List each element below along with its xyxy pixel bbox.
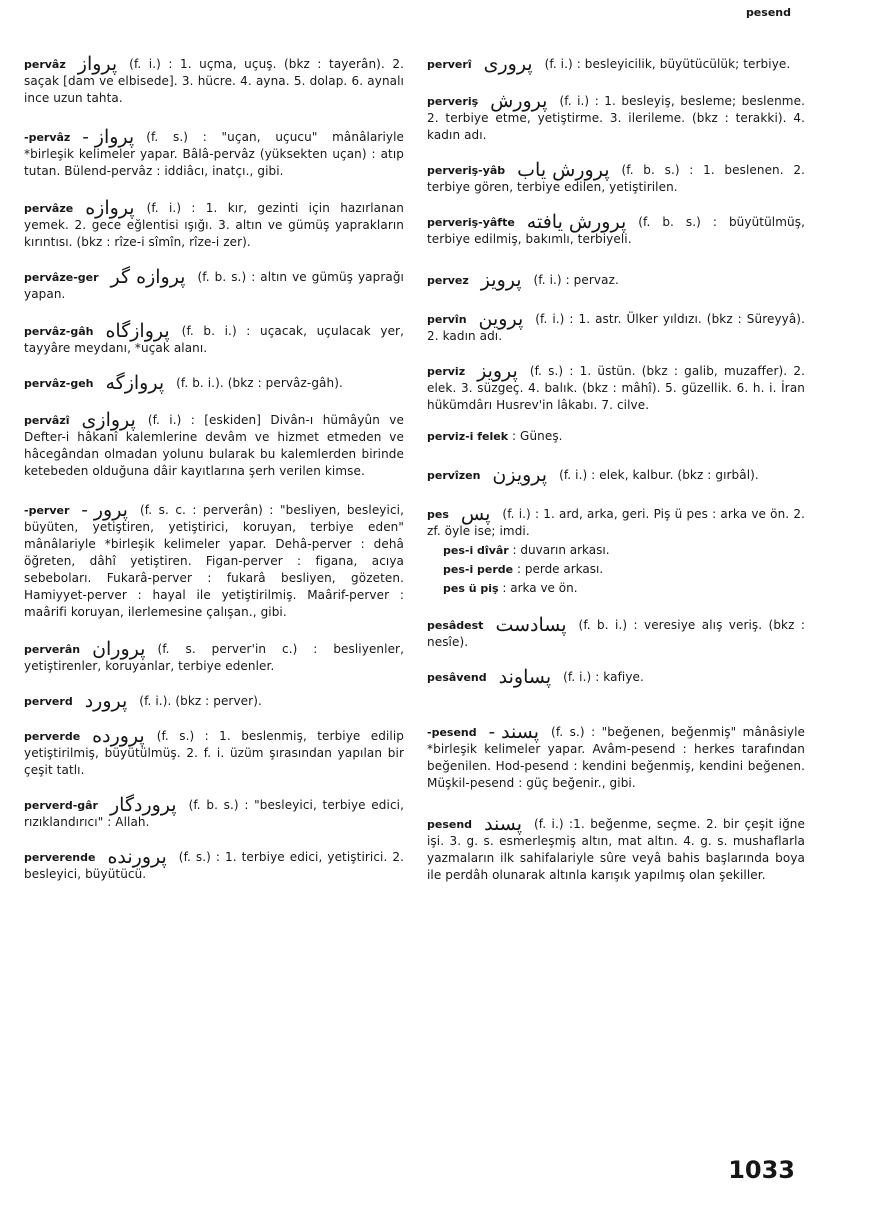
dictionary-entry — [24, 126, 404, 180]
entry-definition: (f. s.) : 1. üstün. (bkz : galib, muzaffer). 2. elek. 3. süzgeç. 4. balık. (bkz : mâhî). 5. güzellik. 6. h. i. İran hükümdârı Husrev'in lâkabı. 7. cilve. — [427, 364, 805, 412]
dictionary-entry — [427, 428, 805, 445]
entry-definition: (f. i.) : besleyicilik, büyütücülük; terbiye. — [544, 57, 791, 71]
entry-headword: -perver — [24, 504, 70, 517]
entry-headword: perveriş — [427, 95, 479, 108]
dictionary-entry — [427, 211, 805, 248]
entry-definition: : Güneş. — [511, 429, 563, 443]
entry-definition: : perde arkası. — [516, 562, 604, 576]
entry-definition: (f. b. s.) : büyütülmüş, terbiye edilmiş, bakımlı, terbiyeli. — [427, 215, 805, 246]
entry-headword: pervâze — [24, 202, 74, 215]
dictionary-entry — [427, 360, 805, 414]
dictionary-entry — [24, 690, 404, 712]
entry-definition: (f. i.). (bkz : perver). — [139, 694, 262, 708]
entry-arabic-script: پساوند — [498, 666, 552, 688]
dictionary-entry — [427, 721, 805, 792]
entry-arabic-script: پرویز — [480, 269, 522, 291]
entry-headword: perverî — [427, 58, 472, 71]
entry-arabic-script: پرورده — [92, 725, 145, 747]
entry-arabic-script: پروازگاه — [105, 320, 170, 342]
entry-definition: (f. i.) : 1. besleyiş, besleme; beslenme. 2. terbiye etme, yetiştirme. 3. ilerileme. (bkz : terakki). 4. kadın adı. — [427, 94, 805, 142]
entry-definition: (f. s.) : "beğenen, beğenmiş" mânâsiyle *birleşik kelimeler yapar. Avâm-pesend : herkes tarafından beğenilen. Hod-pesend : kendini beğenmiş, kendini beğenen. Müşkil-pesend : güç beğenir., gibi. — [427, 725, 805, 790]
entry-arabic-script: پروردگار — [109, 794, 177, 816]
entry-definition: (f. i.) : 1. ard, arka, geri. Piş ü pes : arka ve ön. 2. zf. öyle ise; imdi. — [427, 507, 805, 538]
dictionary-entry — [24, 372, 404, 394]
entry-definition: (f. b. s.) : altın ve gümüş yaprağı yapan. — [24, 270, 404, 301]
entry-headword: perveriş-yâfte — [427, 216, 515, 229]
entry-arabic-script: پروران — [92, 638, 146, 660]
entry-definition: (f. i.) : 1. kır, gezinti için hazırlanan yemek. 2. gece eğlentisi ışığı. 3. altın ve gümüş yaprakların kırıntısı. (bkz : rîze-i sîmîn, rîze-i zer). — [24, 201, 404, 249]
entry-definition: : duvarın arkası. — [512, 543, 610, 557]
sub-entry — [443, 580, 805, 597]
entry-definition: (f. i.) : 1. astr. Ülker yıldızı. (bkz : Süreyyâ). 2. kadın adı. — [427, 312, 805, 343]
entry-headword: -pervâz — [24, 131, 71, 144]
dictionary-entry — [427, 90, 805, 144]
entry-headword: pervez — [427, 274, 469, 287]
entry-arabic-script: پروین — [478, 308, 524, 330]
entry-headword: pes-i perde — [443, 563, 514, 576]
entry-arabic-script: پرورش یافته — [526, 211, 627, 233]
dictionary-entry — [24, 725, 404, 779]
entry-headword: perveriş-yâb — [427, 164, 506, 177]
sub-entry — [443, 542, 805, 559]
dictionary-entry — [427, 503, 805, 540]
entry-definition: (f. i.) :1. beğenme, seçme. 2. bir çeşit iğne işi. 3. g. s. esmerleşmiş altın, mat altın. 4. g. s. mushaflarla yazmaların ilk sahifalariyle sûre veyâ bahis başlarında boya ile perdâh olunarak altınla karışık yapılmış olan şekiller. — [427, 817, 805, 882]
entry-headword: perverd-gâr — [24, 799, 98, 812]
entry-arabic-script: پرواز — [77, 53, 118, 75]
dictionary-entry — [24, 197, 404, 251]
entry-headword: perverd — [24, 695, 73, 708]
entry-arabic-script: پروازی — [81, 409, 136, 431]
entry-definition: (f. i.) : elek, kalbur. (bkz : gırbâl). — [559, 468, 759, 482]
dictionary-entry — [427, 53, 805, 75]
entry-arabic-script: پرورد — [84, 690, 128, 712]
entry-headword: pesend — [427, 818, 473, 831]
entry-headword: pervîn — [427, 313, 467, 326]
dictionary-entry — [427, 308, 805, 345]
entry-headword: pes ü piş — [443, 582, 499, 595]
entry-headword: perverende — [24, 851, 96, 864]
dictionary-entry — [427, 614, 805, 651]
entry-arabic-script: پرورش یاب — [517, 159, 610, 181]
entry-arabic-script: پرورنده — [107, 846, 167, 868]
entry-headword: pes — [427, 508, 449, 521]
entry-arabic-script: پس — [460, 503, 491, 525]
entry-headword: perverde — [24, 730, 81, 743]
entry-definition: (f. s. perver'in c.) : besliyenler, yetiştirenler, koruyanlar, terbiye edenler. — [24, 642, 404, 673]
entry-definition: (f. i.) : [eskiden] Divân-ı hümâyûn ve Defter-i hâkanî kalemlerine devâm ve hizmet etmeden ve hâcegândan olmadan yolunu bularak bu kalemlerden birinde ketebeden olduğuna dâir kayıtlarına şerh verilen kimse. — [24, 413, 404, 478]
entry-headword: pesâdest — [427, 619, 484, 632]
entry-arabic-script: پرویز — [477, 360, 518, 382]
running-head: pesend — [745, 6, 791, 19]
entry-arabic-script: پروازه گر — [110, 266, 186, 288]
entry-headword: perviz-i felek — [427, 430, 509, 443]
entry-definition: (f. b. i.) : veresiye alış veriş. (bkz : nesîe). — [427, 618, 805, 649]
dictionary-entry — [24, 638, 404, 675]
entry-definition: (f. i.) : pervaz. — [533, 273, 619, 287]
dictionary-entry — [24, 846, 404, 883]
entry-arabic-script: پروازگه — [105, 372, 165, 394]
entry-headword: pervâz-geh — [24, 377, 94, 390]
entry-definition: (f. b. s.) : "besleyici, terbiye edici, rızıklandırıcı" : Allah. — [24, 798, 404, 829]
entry-arabic-script: پرواز - — [82, 126, 135, 148]
dictionary-entry — [24, 266, 404, 303]
dictionary-entry — [24, 409, 404, 480]
entry-headword: pervâz-gâh — [24, 325, 94, 338]
dictionary-entry — [427, 269, 805, 291]
entry-arabic-script: پرور - — [81, 499, 128, 521]
page-number: 1033 — [728, 1156, 795, 1184]
entry-headword: pesâvend — [427, 671, 487, 684]
entry-headword: pes-i dîvâr — [443, 544, 509, 557]
entry-arabic-script: پرویزن — [492, 464, 548, 486]
dictionary-entry — [24, 320, 404, 357]
entry-headword: pervâz — [24, 58, 66, 71]
dictionary-entry — [427, 666, 805, 688]
entry-headword: pervâzî — [24, 414, 70, 427]
entry-definition: (f. i.) : 1. uçma, uçuş. (bkz : tayerân). 2. saçak [dam ve elbisede]. 3. hücre. 4. ayna. 5. dolap. 6. aynalı ince uzun tahta. — [24, 57, 404, 105]
entry-arabic-script: پسند - — [488, 721, 540, 743]
sub-entry — [443, 561, 805, 578]
entry-definition: (f. s.) : "uçan, uçucu" mânâlariyle *birleşik kelimeler yapar. Bâlâ-pervâz (yüksekten uçan) : atıp tutan. Bülend-pervâz : iddiâcı, inatçı., gibi. — [24, 130, 404, 178]
right-column — [427, 53, 805, 884]
entry-definition: (f. b. i.). (bkz : pervâz-gâh). — [176, 376, 343, 390]
dictionary-entry — [427, 159, 805, 196]
entry-arabic-script: پروری — [483, 53, 533, 75]
entry-definition: : arka ve ön. — [502, 581, 578, 595]
dictionary-entry — [24, 53, 404, 107]
dictionary-entry — [427, 813, 805, 884]
left-column — [24, 53, 404, 883]
dictionary-entry — [24, 499, 404, 621]
entry-arabic-script: پسند — [484, 813, 523, 835]
entry-headword: pervîzen — [427, 469, 481, 482]
entry-definition: (f. i.) : kafiye. — [563, 670, 644, 684]
entry-headword: pervâze-ger — [24, 271, 99, 284]
entry-arabic-script: پسادست — [495, 614, 567, 636]
entry-definition: (f. s.) : 1. beslenmiş, terbiye edilip yetiştirilmiş, büyütülmüş. 2. f. i. üzüm şırasından yapılan bir çeşit tatlı. — [24, 729, 404, 777]
entry-definition: (f. b. s.) : 1. beslenen. 2. terbiye gören, terbiye edilen, yetiştirilen. — [427, 163, 805, 194]
entry-headword: perviz — [427, 365, 466, 378]
entry-definition: (f. b. i.) : uçacak, uçulacak yer, tayyâre meydanı, *uçak alanı. — [24, 324, 404, 355]
entry-headword: -pesend — [427, 726, 477, 739]
entry-definition: (f. s. c. : perverân) : "besliyen, besleyici, büyüten, yetiştiren, yetiştirici, koruyan, terbiye eden" mânâlariyle *birleşik kelimeler yapar. Dehâ-perver : dehâ öğreten, dâhî yetiştiren. Figan-perver : figana, acıya sebeboları. Fukarâ-perver : fukarâ besliyen, gözeten. Hamiyyet-perver : hayal ile yetiştirilmiş. Maârif-perver : maârifi koruyan, ilerlemesine çalışan., gibi. — [24, 503, 404, 619]
dictionary-entry — [24, 794, 404, 831]
entry-headword: perverân — [24, 643, 81, 656]
entry-definition: (f. s.) : 1. terbiye edici, yetiştirici. 2. besleyici, büyütücü. — [24, 850, 404, 881]
dictionary-entry — [427, 464, 805, 486]
entry-arabic-script: پرورش — [490, 90, 548, 112]
entry-arabic-script: پروازه — [85, 197, 135, 219]
